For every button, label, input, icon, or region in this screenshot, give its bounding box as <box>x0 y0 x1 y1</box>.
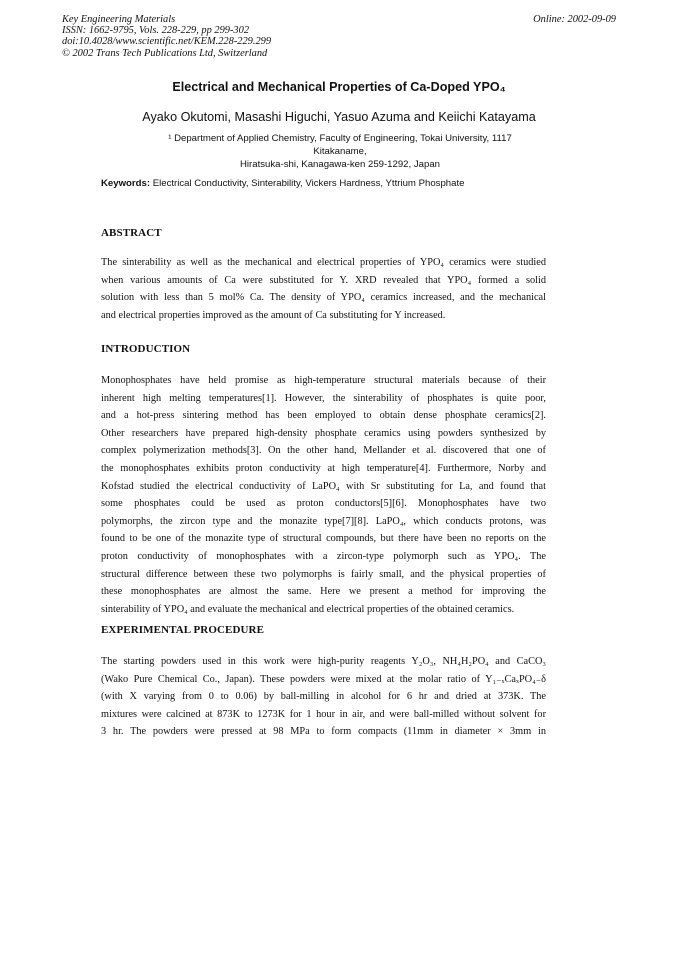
abstract-line: solution with less than 5 mol% Ca. The density of YPO₄ ceramics increased, and the mechanical <box>101 292 546 304</box>
issn-line: ISSN: 1662-9795, Vols. 228-229, pp 299-302 <box>62 25 250 37</box>
abstract-body <box>101 254 546 324</box>
affiliation-line-2: Hiratsuka-shi, Kanagawa-ken 259-1292, Japan <box>240 159 440 171</box>
doi-line: doi:10.4028/www.scientific.net/KEM.228-229.299 <box>62 36 272 48</box>
introduction-line: Kofstad studied the electrical conductivity of LaPO₄ with Sr substituting for La, and found that <box>101 480 546 492</box>
affiliation-line-1: ¹ Department of Applied Chemistry, Faculty of Engineering, Tokai University, 1117 Kitakaname, <box>168 133 512 158</box>
affiliation <box>150 132 530 172</box>
introduction-line: these monophosphates are almost the same. Here we present a method for improving the <box>101 586 546 598</box>
introduction-line: some phosphates could be used as proton conductors[5][6]. Monophosphates have two <box>101 498 546 510</box>
copyright-line: © 2002 Trans Tech Publications Ltd, Switzerland <box>62 47 268 59</box>
introduction-heading: INTRODUCTION <box>101 343 191 355</box>
abstract-heading: ABSTRACT <box>101 227 162 239</box>
journal-name: Key Engineering Materials <box>62 14 176 25</box>
introduction-line: structural difference between these two polymorphs is fairly small, and the physical properties of <box>101 568 546 580</box>
keywords-text: Electrical Conductivity, Sinterability, Vickers Hardness, Yttrium Phosphate <box>150 178 465 189</box>
introduction-line: sinterability of YPO₄ and evaluate the mechanical and electrical properties of the obtained ceramics. <box>101 603 515 615</box>
introduction-line: inherent high melting temperatures[1]. However, the sinterability of phosphates is quite poor, <box>101 392 546 404</box>
introduction-line: Other researchers have prepared high-density phosphate ceramics using powders synthesized by <box>101 427 546 439</box>
author-list: Ayako Okutomi, Masashi Higuchi, Yasuo Azuma and Keiichi Katayama <box>142 110 536 124</box>
keywords-label: Keywords: <box>101 178 151 189</box>
introduction-line: complex polymerization methods[3]. On the other hand, Mellander et al. discovered that one of <box>101 445 546 457</box>
experimental-line: (Wako Pure Chemical Co., Japan). These powders were mixed at the molar ratio of Y₁₋ₓCaₓPO₄₋δ <box>101 673 546 685</box>
online-date: Online: 2002-09-09 <box>533 14 616 25</box>
introduction-line: found to be one of the monazite type of structural compounds, but there have been no reports on the <box>101 533 546 545</box>
abstract-line: The sinterability as well as the mechanical and electrical properties of YPO₄ ceramics were studied <box>101 257 546 268</box>
experimental-body <box>101 653 546 741</box>
abstract-line: and electrical properties improved as the amount of Ca substituting for Y increased. <box>101 309 446 321</box>
introduction-line: proton conductivity of monophosphates with a zircon-type polymorph such as YPO₄. The <box>101 550 546 562</box>
experimental-line: 3 hr. The powders were pressed at 98 MPa to form compacts (11mm in diameter × 3mm in <box>101 726 546 738</box>
introduction-line: the monophosphates exhibits proton conductivity at high temperature[4]. Furthermore, Norby and <box>101 462 546 474</box>
introduction-line: and a hot-press sintering method has been employed to obtain dense phosphate ceramics[2]. <box>101 410 546 422</box>
paper-title: Electrical and Mechanical Properties of Ca-Doped YPO₄ <box>172 80 506 94</box>
journal-header <box>62 14 271 59</box>
experimental-heading: EXPERIMENTAL PROCEDURE <box>101 624 265 636</box>
introduction-body <box>101 372 546 618</box>
abstract-line: when various amounts of Ca were substituted for Y. XRD revealed that YPO₄ formed a solid <box>101 274 546 286</box>
experimental-line: (with X varying from 0 to 0.06) by ball-milling in alcohol for 6 hr and dried at 373K. The <box>101 691 546 703</box>
introduction-line: Monophosphates have held promise as high-temperature structural materials because of their <box>101 375 546 386</box>
introduction-line: polymorphs, the zircon type and the monazite type[7][8]. LaPO₄, which conducts protons, was <box>101 515 546 527</box>
experimental-line: mixtures were calcined at 873K to 1273K for 1 hour in air, and were ball-milled without solvent for <box>101 708 546 720</box>
experimental-line: The starting powders used in this work were high-purity reagents Y₂O₃, NH₄H₂PO₄ and CaCO₃ <box>101 656 546 667</box>
keywords <box>101 178 464 189</box>
